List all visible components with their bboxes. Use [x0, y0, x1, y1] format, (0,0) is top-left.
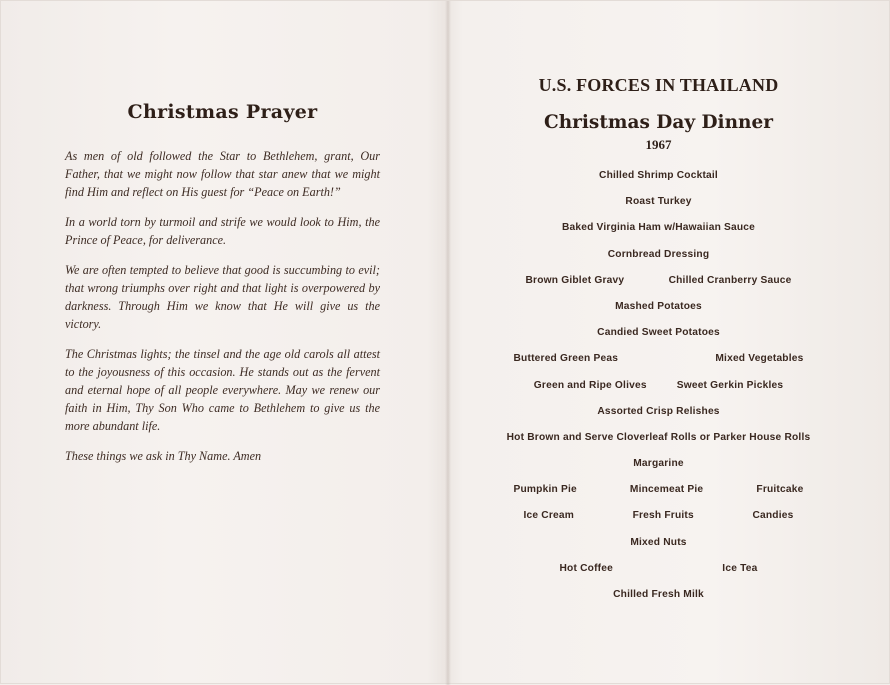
menu-item-turkey: Roast Turkey [625, 196, 692, 208]
menu-row [526, 268, 792, 294]
menu-item-pickles: Sweet Gerkin Pickles [676, 379, 784, 391]
menu-item-tea: Ice Tea [722, 562, 758, 574]
menu-item-rolls: Hot Brown and Serve Cloverleaf Rolls or Parker House Rolls [506, 431, 811, 443]
menu-heading: U.S. FORCES IN THAILAND [538, 75, 779, 95]
menu-row [514, 477, 804, 503]
menu-item-relishes: Assorted Crisp Relishes [597, 405, 720, 417]
menu-item-peas: Buttered Green Peas [513, 353, 619, 365]
dinner-menu-page [501, 75, 816, 608]
menu-row [501, 215, 816, 241]
menu-row [501, 399, 816, 425]
prayer-title: Christmas Prayer [127, 101, 318, 123]
menu-row [501, 582, 816, 608]
menu-item-mincemeat-pie: Mincemeat Pie [629, 484, 704, 496]
menu-item-margarine: Margarine [633, 458, 684, 470]
menu-item-vegetables: Mixed Vegetables [715, 353, 804, 365]
menu-item-coffee: Hot Coffee [559, 562, 613, 574]
center-fold [445, 1, 451, 685]
menu-item-gravy: Brown Giblet Gravy [525, 274, 625, 286]
menu-row [524, 503, 794, 529]
menu-year: 1967 [645, 137, 672, 152]
prayer-closing: These things we ask in Thy Name. Amen [65, 449, 262, 463]
menu-row [501, 189, 816, 215]
menu-item-nuts: Mixed Nuts [630, 536, 687, 548]
menu-row [514, 346, 804, 372]
menu-row [501, 373, 816, 399]
menu-item-fruitcake: Fruitcake [756, 484, 804, 496]
menu-item-ice-cream: Ice Cream [523, 510, 575, 522]
menu-row [498, 425, 819, 451]
menu-item-milk: Chilled Fresh Milk [613, 589, 704, 600]
menu-item-candies: Candies [752, 510, 794, 522]
menu-item-sweet-potatoes: Candied Sweet Potatoes [597, 327, 720, 339]
menu-row [501, 320, 816, 346]
menu-item-dressing: Cornbread Dressing [607, 248, 710, 260]
prayer-paragraph-1: As men of old followed the Star to Bethlehem, grant, Our Father, that we might now follow that star anew that we might find Him and reflect on His guest for “Peace on Earth!” [65, 149, 380, 199]
menu-row [501, 294, 816, 320]
menu-items [501, 163, 816, 608]
prayer-paragraph-3: We are often tempted to believe that good is succumbing to evil; that wrong triumphs over right and that light is overpowered by darkness. Through Him we know that He will give us the victory. [65, 263, 380, 331]
prayer-paragraph-4: The Christmas lights; the tinsel and the age old carols all attest to the joyousness of this occasion. He stands out as the fervent and eternal hope of all people everywhere. May we renew our faith in Him, Thy Son Who came to Bethlehem to give us the more abundant life. [65, 347, 380, 433]
menu-subheading: Christmas Day Dinner [543, 112, 774, 133]
menu-row [501, 451, 816, 477]
prayer-page [65, 101, 380, 477]
menu-row [560, 556, 758, 582]
menu-row [501, 163, 816, 189]
menu-item-shrimp: Chilled Shrimp Cocktail [599, 170, 718, 181]
menu-item-pumpkin-pie: Pumpkin Pie [513, 484, 577, 496]
menu-item-olives: Green and Ripe Olives [533, 379, 647, 391]
prayer-paragraph-2: In a world torn by turmoil and strife we would look to Him, the Prince of Peace, for deliverance. [65, 215, 380, 247]
menu-item-mashed: Mashed Potatoes [615, 300, 702, 312]
menu-item-fresh-fruits: Fresh Fruits [632, 510, 694, 522]
menu-row [501, 530, 816, 556]
menu-item-ham: Baked Virginia Ham w/Hawaiian Sauce [561, 222, 756, 234]
menu-row [501, 242, 816, 268]
menu-item-cranberry: Chilled Cranberry Sauce [668, 274, 792, 286]
